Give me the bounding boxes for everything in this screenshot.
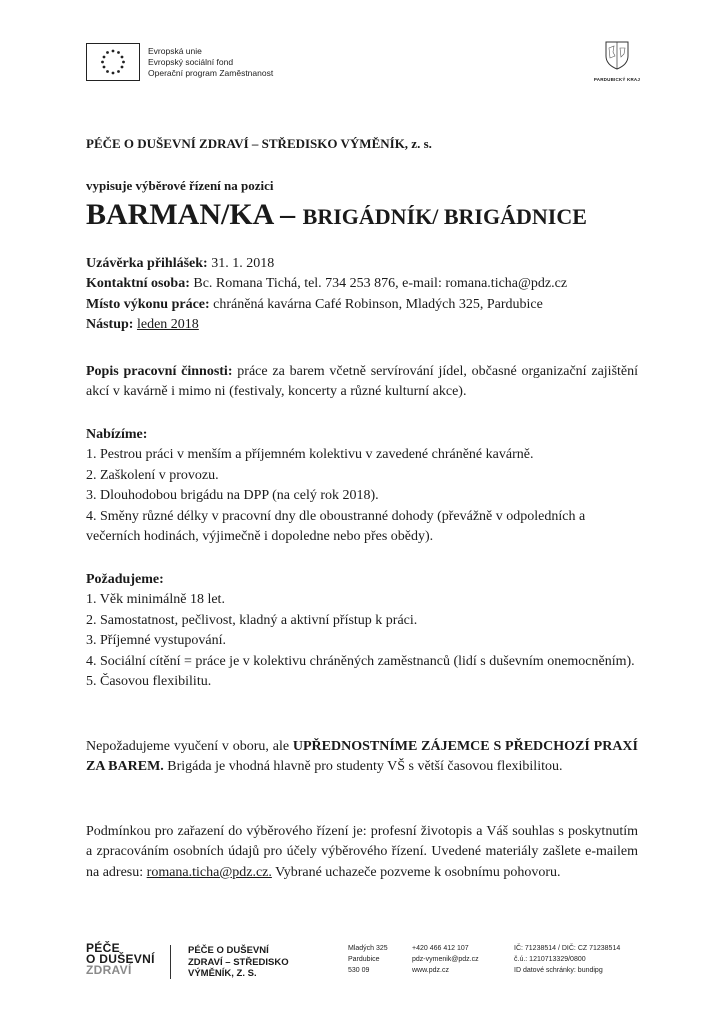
- eu-flag-icon: [86, 43, 140, 81]
- eu-line: Operační program Zaměstnanost: [148, 67, 274, 78]
- footer-address: [348, 943, 388, 976]
- footer-address-line: Pardubice: [348, 956, 380, 963]
- organization-title: PÉČE O DUŠEVNÍ ZDRAVÍ – STŘEDISKO VÝMĚNÍK, z. s.: [86, 136, 432, 151]
- footer-contact: [412, 943, 479, 976]
- condition-text-2: Vybrané uchazeče pozveme k osobnímu pohovoru.: [271, 864, 561, 880]
- footer-address-line: 530 09: [348, 967, 370, 974]
- description-label: Popis pracovní činnosti:: [86, 364, 233, 379]
- footer-logo-line: PÉČE: [86, 941, 120, 955]
- start-label: Nástup:: [86, 317, 134, 333]
- footer-email[interactable]: pdz-vymenik@pdz.cz: [412, 956, 479, 963]
- offer-item: 4. Směny různé délky v pracovní dny dle oboustranné dohody (převážně v odpoledních a večerních hodinách, výjimečně i dopoledne nebo přes obědy).: [86, 508, 586, 545]
- deadline-label: Uzávěrka přihlášek:: [86, 256, 208, 271]
- offer-heading: Nabízíme:: [86, 427, 148, 442]
- position-sub: BRIGÁDNÍK/ BRIGÁDNICE: [302, 204, 587, 229]
- footer-divider: [170, 945, 171, 979]
- deadline-value: 31. 1. 2018: [207, 256, 275, 271]
- offer-item: 1. Pestrou práci v menším a příjemném kolektivu v zavedené chráněné kavárně.: [86, 447, 534, 463]
- deadline-row: [86, 254, 638, 274]
- requirement-item: 2. Samostatnost, pečlivost, kladný a aktivní přístup k práci.: [86, 612, 418, 628]
- eu-logo: [86, 42, 286, 82]
- condition-email-link[interactable]: romana.ticha@pdz.cz.: [146, 864, 272, 880]
- position-title: [86, 198, 587, 232]
- preference-block: [86, 737, 638, 778]
- contact-value: Bc. Romana Tichá, tel. 734 253 876, e-mail: romana.ticha@pdz.cz: [189, 276, 568, 292]
- offer-item: 2. Zaškolení v provozu.: [86, 467, 219, 483]
- footer-name-line: ZDRAVÍ – STŘEDISKO: [188, 956, 289, 968]
- offer-block: [86, 425, 638, 547]
- condition-text-1: Podmínkou pro zařazení do výběrového řízení je: profesní životopis a Váš souhlas s poskytnutím a zpracováním osobních údajů pro účely výběrového řízení. Uvedené materiály zašlete e-mailem na adresu:: [86, 824, 638, 880]
- contact-row: [86, 274, 638, 294]
- footer-name-line: PÉČE O DUŠEVNÍ: [188, 945, 269, 956]
- footer-web[interactable]: www.pdz.cz: [412, 967, 449, 974]
- place-label: Místo výkonu práce:: [86, 296, 210, 312]
- place-row: [86, 295, 638, 315]
- eu-line: Evropský sociální fond: [148, 56, 234, 67]
- start-value: leden 2018: [136, 317, 199, 333]
- footer: [86, 943, 646, 983]
- requirement-item: 3. Příjemné vystupování.: [86, 633, 226, 649]
- pardubicky-kraj-logo: [593, 40, 641, 88]
- footer-phone: +420 466 412 107: [412, 945, 469, 952]
- description-text: práce za barem včetně servírování jídel, občasné organizační zajištění akcí v kavárně i mimo ni (festivaly, koncerty a různé kulturní akce).: [86, 364, 639, 400]
- preference-bold: UPŘEDNOSTNÍME ZÁJEMCE S PŘEDCHOZÍ PRAXÍ ZA BAREM.: [86, 739, 638, 775]
- contact-label: Kontaktní osoba:: [86, 276, 190, 292]
- start-row: [86, 315, 638, 335]
- kraj-label: PARDUBICKÝ KRAJ: [593, 77, 641, 82]
- place-value: chráněná kavárna Café Robinson, Mladých 325, Pardubice: [209, 296, 543, 312]
- requirements-heading: Požadujeme:: [86, 572, 164, 587]
- position-main: BARMAN/KA –: [86, 198, 303, 231]
- footer-org-name: [188, 945, 289, 980]
- footer-logo-line: ZDRAVÍ: [86, 963, 132, 977]
- footer-id-line: IČ: 71238514 / DIČ: CZ 71238514: [514, 945, 621, 952]
- preference-text-1: Nepožadujeme vyučení v oboru, ale: [86, 739, 293, 754]
- preference-text-2: Brigáda je vhodná hlavně pro studenty VŠ s větší časovou flexibilitou.: [163, 759, 563, 775]
- description-block: [86, 362, 638, 403]
- details-block: [86, 254, 638, 336]
- requirement-item: 4. Sociální cítění = práce je v kolektivu chráněných zaměstnanců (lidí s duševním onemocněním).: [86, 653, 635, 669]
- requirement-item: 5. Časovou flexibilitu.: [86, 674, 212, 690]
- eu-text: [148, 46, 273, 79]
- condition-block: [86, 822, 638, 883]
- eu-line: Evropská unie: [148, 45, 202, 56]
- requirement-item: 1. Věk minimálně 18 let.: [86, 592, 225, 608]
- announcement-line: vypisuje výběrové řízení na pozici: [86, 178, 274, 193]
- crest-icon: [604, 40, 630, 70]
- footer-logo-line: O DUŠEVNÍ: [86, 952, 155, 966]
- requirements-block: [86, 570, 638, 692]
- footer-name-line: VÝMĚNÍK, Z. S.: [188, 968, 257, 979]
- footer-id-line: č.ú.: 1210713329/0800: [514, 956, 586, 963]
- offer-item: 3. Dlouhodobou brigádu na DPP (na celý rok 2018).: [86, 488, 379, 504]
- footer-ids: [514, 943, 620, 976]
- footer-address-line: Mladých 325: [348, 945, 388, 952]
- footer-logo: [86, 943, 155, 976]
- footer-id-line: ID datové schránky: bundipg: [514, 967, 603, 974]
